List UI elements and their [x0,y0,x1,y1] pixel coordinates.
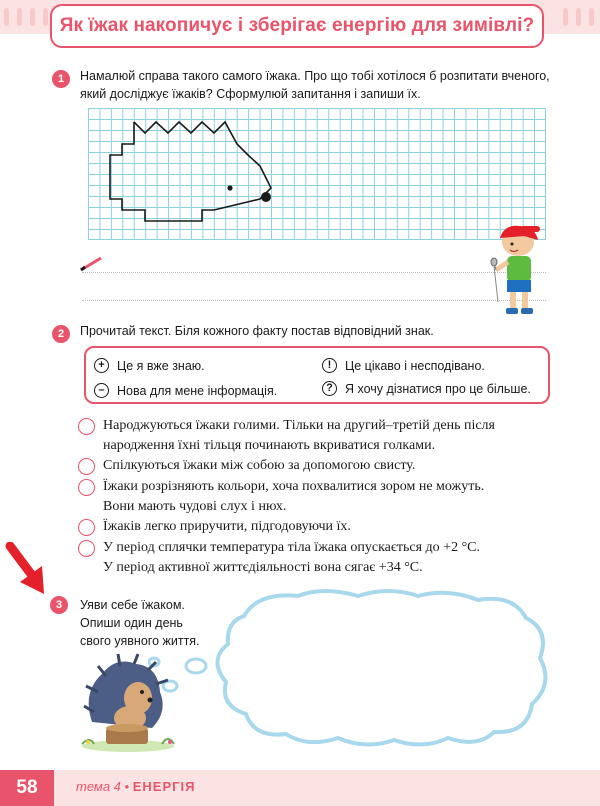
task-number-1: 1 [52,70,70,88]
hedgehog-illustration [72,652,182,754]
boy-illustration [484,222,550,320]
fact-item-3 [78,477,563,517]
fact-text: У період сплячки температура тіла їжака опускається до +2 °С. У період активної життєдіяльності вона сягає +34 °С. [103,540,481,575]
legend-interesting [322,358,485,373]
plus-icon: + [94,358,109,373]
fact-text: Народжуються їжаки голими. Тільки на другий–третій день після народження їхні тільця починають вкриватися голками. [103,418,495,453]
minus-icon: – [94,383,109,398]
fact-text: Їжаки розрізняють кольори, хоча похвалитися зором не можуть. Вони мають чудові слух і нюх. [103,479,485,514]
legend-new [94,383,277,398]
hedgehog-outline-drawing [88,108,388,240]
legend-know [94,358,205,373]
fact-item-1 [78,416,563,456]
question-icon: ? [322,381,337,396]
legend-box [84,346,550,404]
red-arrow-icon [4,542,48,598]
legend-more-label: Я хочу дізнатися про це більше. [345,381,531,396]
page-title-box [50,4,544,48]
task-3-line-2: Опиши один день [80,616,183,630]
fact-text: Спілкуються їжаки між собою за допомогою свисту. [103,458,416,473]
fact-mark-circle[interactable] [78,418,95,435]
topic-separator: • [124,779,130,794]
task-2-instruction: Прочитай текст. Біля кожного факту постав відповідний знак. [80,324,434,338]
header-dots-right [540,0,600,34]
writing-line-2[interactable] [82,300,546,301]
writing-line-1[interactable] [82,272,546,273]
fact-mark-circle[interactable] [78,540,95,557]
task-3-line-1: Уяви себе їжаком. [80,598,185,612]
fact-item-4 [78,517,563,537]
exclamation-icon: ! [322,358,337,373]
fact-item-5 [78,538,563,578]
task-1-text: Намалюй справа такого самого їжака. Про що тобі хотілося б розпитати вченого, який досліджує їжаків? Сформулюй запитання і запиши їх. [80,69,550,101]
page-number: 58 [0,770,54,806]
task-number-3: 3 [50,596,68,614]
legend-new-label: Нова для мене інформація. [117,383,278,398]
page-title: Як їжак накопичує і зберігає енергію для зимівлі? [59,15,535,36]
fact-item-2 [78,456,563,476]
fact-text: Їжаків легко приручити, підгодовуючи їх. [103,519,351,534]
topic-name: ЕНЕРГІЯ [132,779,196,794]
legend-know-label: Це я вже знаю. [117,358,205,373]
fact-mark-circle[interactable] [78,519,95,536]
pencil-icon [79,256,105,272]
fact-mark-circle[interactable] [78,479,95,496]
fact-mark-circle[interactable] [78,458,95,475]
topic-prefix: тема 4 [76,779,121,794]
task-3-line-3: свого уявного життя. [80,634,200,648]
thought-cloud[interactable] [148,586,560,752]
footer-topic [76,779,195,794]
legend-more [322,381,531,396]
legend-interesting-label: Це цікаво і несподівано. [345,358,485,373]
task-number-2: 2 [52,325,70,343]
